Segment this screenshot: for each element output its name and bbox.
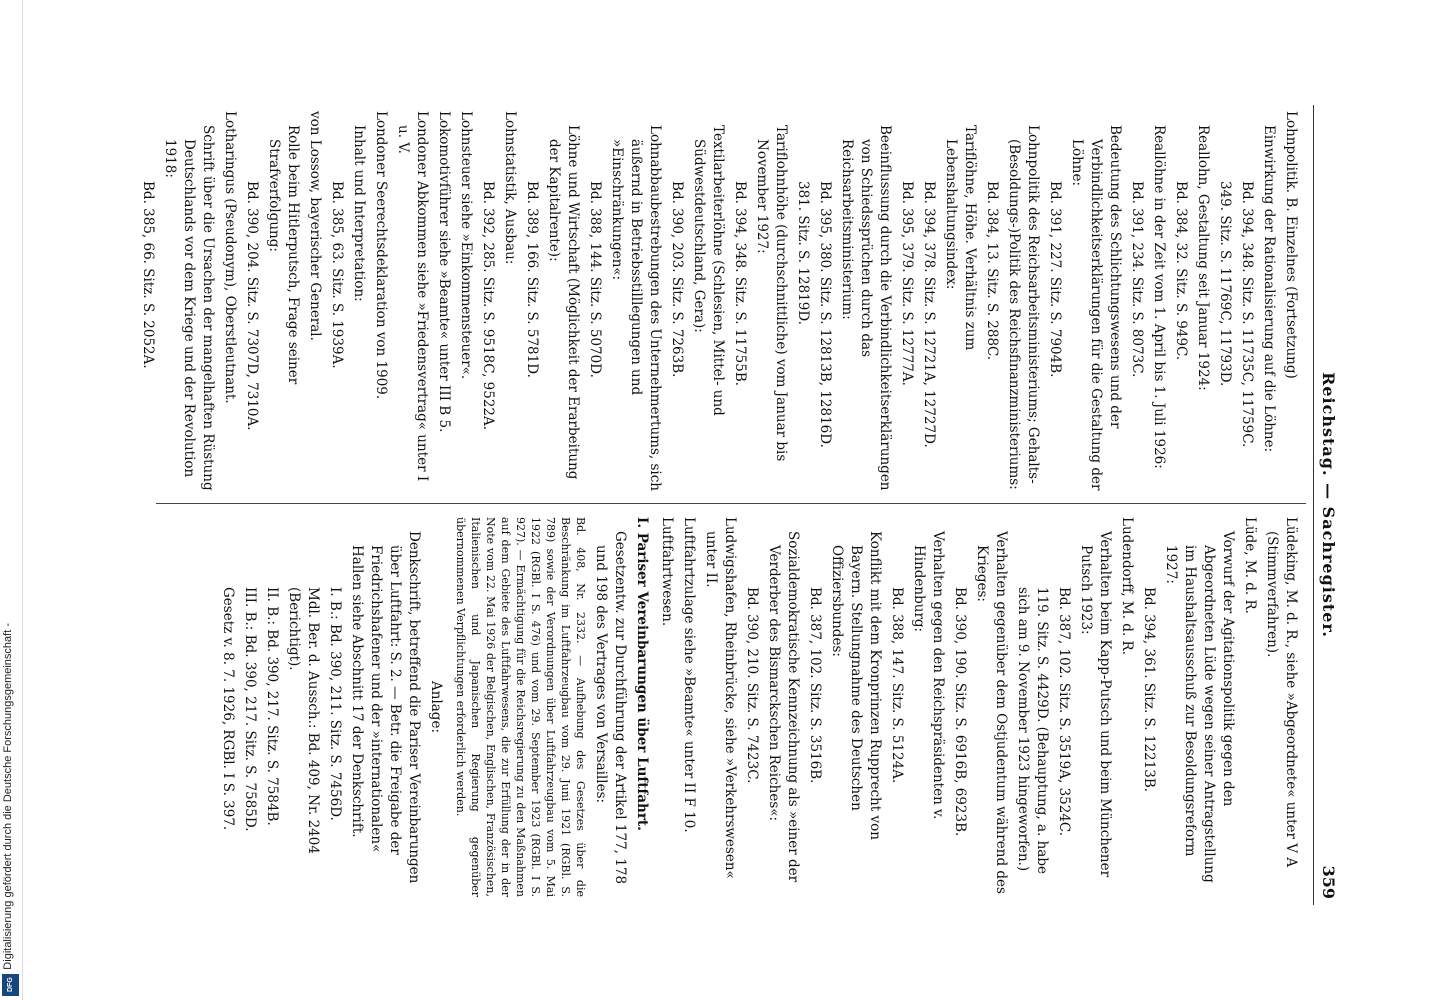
index-entry: von Lossow, bayerischer General. [307, 111, 323, 341]
page-header [1313, 105, 1340, 905]
index-sub: Rolle beim Hitlerputsch, Frage seiner Strafverfolgung: [266, 125, 301, 385]
index-entry: Lohnsteuer siehe »Einkommensteuer«. [458, 111, 474, 380]
index-sub: Gesetzentw. zur Durchführung der Artikel 177, 178 und 198 des Vertrages von Versailles: [593, 531, 628, 885]
index-entry: Luftfahrtzulage siehe »Beamte« unter II F 10. [681, 517, 697, 833]
index-entry: Lohnpolitik. B. Einzelnes (Fortsetzung) [1283, 111, 1299, 379]
index-entry: Lüde, M. d. R. [1242, 517, 1258, 614]
index-ref: Bd. 388, 144. Sitz. S. 5070D. [587, 181, 603, 378]
index-entry: Luftfahrtwesen. [659, 517, 675, 627]
index-ref: Bd. 394, 378. Sitz. S. 12721A, 12727D. [921, 181, 937, 448]
left-column [135, 111, 1300, 491]
index-ref: Bd. 394, 348. Sitz. S. 11735C, 11759C. [1239, 181, 1255, 448]
index-sub: Schrift über die Ursachen der mangelhaften Rüstung Deutschlands vor dem Kriege und der Revolution 1918: [162, 125, 216, 491]
index-sub: Reallohn, Gestaltung seit Januar 1924: [1195, 125, 1211, 391]
index-ref: Bd. 389, 166. Sitz. S. 5781D. [524, 181, 540, 378]
index-sub: Löhne und Wirtschaft (Möglichkeit der Erarbeitung der Kapitalrente): [546, 125, 581, 480]
index-ref: Bd. 394, 361. Sitz. S. 12213B. [1141, 587, 1157, 793]
index-ref: 349. Sitz. S. 11769C, 11793D. [1217, 181, 1233, 387]
index-ref: Bd. 387, 102. Sitz. S. 3519A, 3524C. [1056, 587, 1072, 837]
index-sub: Inhalt und Interpretation: [351, 125, 367, 302]
index-ref: Bd. 384, 32. Sitz. S. 949C. [1173, 181, 1189, 361]
index-entry: Ludendorff, M. d. R. [1119, 517, 1135, 655]
index-ref: Bd. 384, 13. Sitz. S. 288C. [984, 181, 1000, 361]
scanned-page [100, 105, 1340, 905]
funding-notice: Digitalisierung gefördert durch die Deutsche Forschungsgemeinschaft - [2, 623, 14, 970]
page-title: Reichstag. — Sachregister. [1319, 372, 1338, 638]
index-ref: Bd. 391, 227. Sitz. S. 7904B. [1047, 181, 1063, 378]
index-ref: II. B.: Bd. 390, 217. Sitz. S. 7584B. [264, 587, 280, 826]
index-ref: Bd. 390, 203. Sitz. S. 7263B. [669, 181, 685, 378]
index-ref: Bd. 395, 379. Sitz. S. 12777A. [899, 181, 915, 386]
index-ref: Bd. 394, 348. Sitz. S. 11755B. [732, 181, 748, 387]
index-entry: Lohnstatistik, Ausbau: [502, 111, 518, 265]
index-ref: III. B.: Bd. 390, 217. Sitz. S. 7585D. [242, 587, 258, 832]
index-sub: Textilarbeiterlöhne (Schlesien, Mittel- und Südwestdeutschland, Gera): [691, 125, 726, 416]
index-ref: Mdl. Ber. d. Aussch.: Bd. 409, Nr. 2404 (Berichtigt). [286, 587, 321, 854]
index-section: I. Pariser Vereinbarungen über Luftfahrt. [634, 517, 650, 831]
index-entry: Lüdeking, M. d. R., siehe »Abgeordnete« unter V A (Stimmverfahren). [1264, 517, 1299, 868]
index-sub: Bd. 408, Nr. 2332. — Aufhebung des Gesetzes über die Beschränkung im Luftfahrzeugbau vom 29. Juni 1921 (RGBl. S. 789) sowie der Verordnungen über Luftfahrzeugbau vom 5. Mai 1922 (RGBl. I S. 476) und vom 29. September 1923 (RGBl. I S. 927). — Ermächtigung für die Reichsregierung zu den Maßnahmen auf dem Gebiete des Luftfahrwesens, die zur Erfüllung der in der Note vom 22. Mai 1926 der Belgischen, Englischen, Französischen, Italienischen und Japanischen Regierung gegenüber übernommenen Verpflichtungen erforderlich werden. [454, 517, 587, 897]
index-ref: Bd. 385, 66. Sitz. S. 2052A. [140, 181, 156, 369]
index-ref: Bd. 390, 190. Sitz. S. 6916B, 6923B. [952, 587, 968, 837]
index-entry: Lokomotivführer siehe »Beamte« unter III B 5. [436, 111, 452, 433]
column-divider [156, 503, 1306, 504]
index-sub: Vorwurf der Agitationspolitik gegen den Abgeordneten Lüde wegen seiner Antragstellung im Haushaltsausschuß zur Besoldungsreform 1927: [1163, 531, 1236, 883]
index-sub: Verhalten gegen den Reichspräsidenten v. Hindenburg: [911, 531, 946, 820]
index-ref: I. B.: Bd. 390, 211. Sitz. S. 7456D. [327, 587, 343, 821]
index-sub: Denkschrift, betreffend die Pariser Vereinbarungen über Luftfahrt: S. 2. — Betr. die Freigabe der Friedrichshafener und der »internationalen« Hallen siehe Abschnitt 17 der Denkschrift. [349, 531, 422, 884]
index-ref: Bd. 387, 102. Sitz. S. 3516B. [807, 587, 823, 784]
index-ref: Bd. 392, 285. Sitz. S. 9518C, 9522A. [480, 181, 496, 431]
index-sub: Lohnabbaubestrebungen des Unternehmertums, sich äußernd in Betriebsstilllegungen und »Einschränkungen«: [609, 125, 663, 491]
index-sub: Verhalten gegenüber dem Ostjudentum während des Krieges: [974, 531, 1009, 894]
right-column [215, 517, 1300, 897]
page-number: 359 [1319, 865, 1338, 899]
index-ref: Bd. 390, 204. Sitz. S. 7307D, 7310A. [244, 181, 260, 431]
index-ref: Gesetz v. 8. 7. 1926, RGBl. I S. 397. [220, 587, 236, 831]
index-sub: Verhalten beim Kapp-Putsch und beim Münchener Putsch 1923: [1078, 531, 1113, 878]
index-sub: Sozialdemokratische Kennzeichnung als »einer der Verderber des Bismarckschen Reiches«: [766, 531, 801, 883]
index-entry: Londoner Abkommen siehe »Friedensvertrag« unter I u. V. [395, 111, 430, 482]
index-entry: Ludwigshafen, Rheinbrücke, siehe »Verkehrswesen« unter II. [703, 517, 738, 879]
index-sub: Lohnpolitik des Reichsarbeitsministeriums; Gehalts-(Besoldungs-)Politik des Reichsfinanzministeriums: [1006, 125, 1041, 490]
index-ref: 381. Sitz. S. 12819D. [795, 181, 811, 325]
index-ref: Bd. 390, 210. Sitz. S. 7423C. [744, 587, 760, 784]
index-sub: Einwirkung der Rationalisierung auf die Löhne: [1261, 125, 1277, 453]
index-sub: Bedeutung des Schlichtungswesens und der Verbindlichkeitserklärungen für die Gestaltung der Löhne: [1069, 125, 1123, 491]
dfg-logo: DFG [2, 974, 19, 996]
index-ref: Bd. 388, 147. Sitz. S. 5124A. [889, 587, 905, 784]
index-entry: Londoner Seerechtsdeklaration von 1909. [373, 111, 389, 400]
index-ref: Bd. 395, 380. Sitz. S. 12813B, 12816D. [817, 181, 833, 448]
digitization-strip [0, 0, 23, 1000]
index-ref: Bd. 385, 63. Sitz. S. 1939A. [329, 181, 345, 369]
index-sub: Beeinflussung durch die Verbindlichkeitserklärungen von Schiedssprüchen durch das Reichsarbeitsministerium: [839, 125, 893, 491]
index-sub: Konflikt mit dem Kronprinzen Rupprecht von Bayern. Stellungnahme des Deutschen Offiziersbundes: [829, 531, 883, 840]
index-sub: Tariflohnhöhe (durchschnittliche) vom Januar bis November 1927: [754, 125, 789, 462]
index-ref: Bd. 391, 234. Sitz. S. 8073C. [1129, 181, 1145, 378]
index-center: Anlage: [428, 681, 444, 733]
index-sub: Tariflöhne, Höhe. Verhältnis zum Lebenshaltungsindex: [943, 125, 978, 351]
index-entry: Lotharingus (Pseudonym), Oberstleutnant. [222, 111, 238, 404]
index-ref: 119. Sitz. S. 4429D. (Behauptung, a. habe sich am 9. November 1923 hingeworfen.) [1015, 587, 1050, 874]
index-sub: Reallöhne in der Zeit vom 1. April bis 1. Juli 1926: [1151, 125, 1167, 469]
